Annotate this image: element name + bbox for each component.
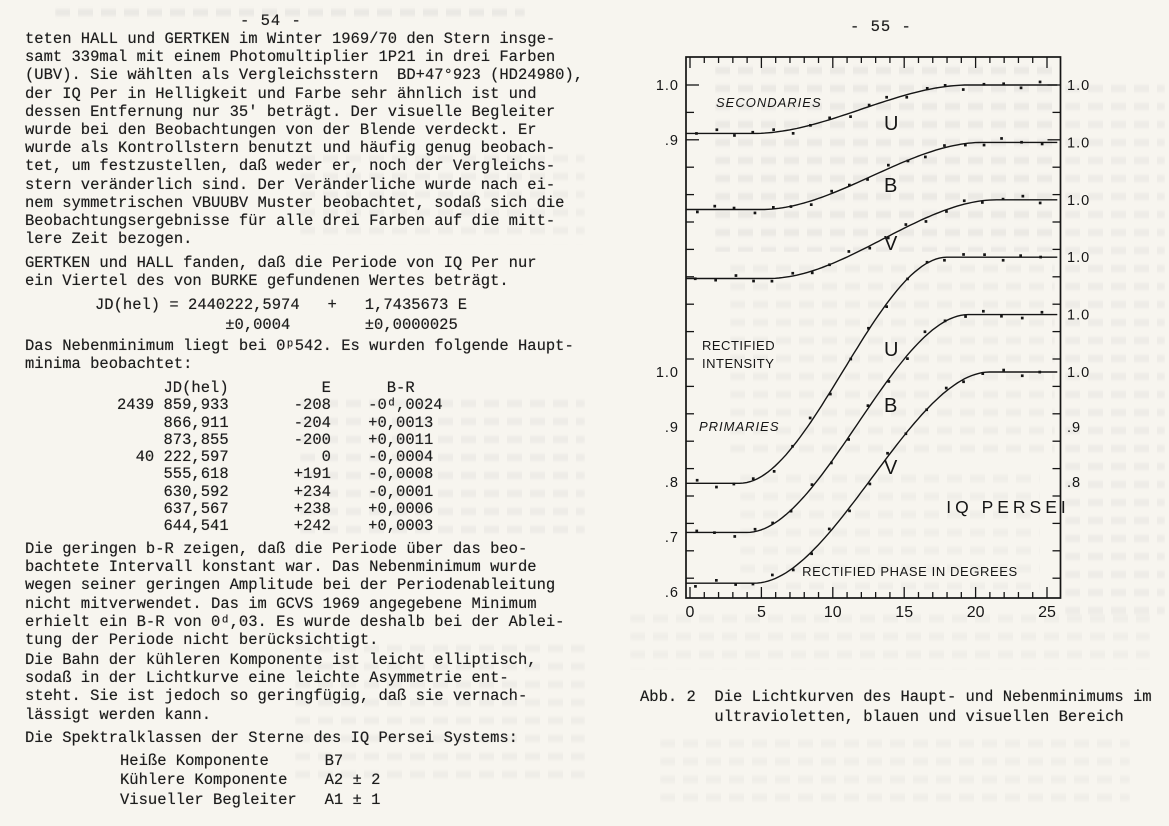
x-axis-tick-label: 15 (895, 604, 914, 621)
text-line: Das Nebenminimum liegt bei 0ᵖ542. Es wurden folgende Haupt- (25, 337, 574, 355)
data-point (790, 205, 793, 208)
data-point (926, 261, 929, 264)
axis-tick-label: .8 (664, 475, 679, 491)
data-point (964, 315, 967, 318)
data-point (754, 212, 757, 215)
axis-tick-label: 1.0 (1067, 250, 1091, 267)
text-line: minima beobachtet: (25, 355, 193, 374)
text-line: 555,618 +191 -0,0008 (117, 465, 434, 484)
data-point (809, 417, 812, 420)
text-line: JD(hel) E B-R (117, 379, 415, 397)
text-line: Beobachtungsergebnisse für alle drei Farben auf die mitt- (25, 212, 556, 231)
x-axis-tick-label: 25 (1038, 604, 1056, 621)
star-name-label: IQ PERSEI (946, 497, 1070, 517)
data-point (715, 486, 718, 489)
secondaries-label: SECONDARIES (716, 95, 822, 110)
axis-tick-label: 1.0 (1067, 135, 1091, 152)
data-point (1022, 195, 1025, 198)
yaxis-title-line2: INTENSITY (702, 356, 775, 371)
text-line: 873,855 -200 +0,0011 (117, 430, 434, 449)
data-point (810, 552, 813, 555)
data-point (714, 279, 717, 282)
text-line: nem symmetrischen VBUUBV Muster beobachtet, sodaß sich die (25, 193, 565, 212)
data-point (981, 372, 984, 375)
text-line: tet, um festzustellen, daß weder er, noch der Vergleichs- (25, 157, 556, 176)
data-point (771, 280, 774, 283)
x-axis-title: RECTIFIED PHASE IN DEGREES (802, 564, 1018, 579)
text-line: 866,911 -204 +0,0013 (117, 413, 434, 432)
data-point (752, 280, 755, 283)
axis-tick-label: 1.0 (1067, 78, 1091, 94)
data-point (1002, 82, 1005, 85)
data-point (867, 327, 870, 330)
data-point (1039, 202, 1042, 205)
data-point (828, 263, 831, 266)
data-point (696, 211, 699, 214)
data-point (1000, 315, 1003, 318)
text-line: ultravioletten, blauen und visuellen Bereich (640, 707, 1124, 726)
data-point (1039, 81, 1042, 84)
yaxis-title-line1: RECTIFIED (702, 338, 776, 353)
text-line: Heiße Komponente B7 (120, 752, 344, 770)
ephemeris-formula (95, 296, 467, 335)
text-line: ±0,0004 ±0,0000025 (95, 315, 458, 334)
data-point (885, 96, 888, 99)
paragraph-period-found (25, 254, 537, 290)
data-point (1002, 369, 1005, 372)
text-line: Die geringen b-R zeigen, daß die Periode über das beo- (25, 540, 528, 558)
axis-tick-label: 1.0 (1067, 192, 1091, 209)
data-point (1041, 143, 1044, 146)
text-line: erhielt ein B-R von 0ᵈ,03. Es wurde deshalb bei der Ablei- (25, 612, 565, 631)
band-label-B: B (884, 175, 898, 197)
text-line: GERTKEN und HALL fanden, daß die Periode von IQ Per nur (25, 254, 537, 272)
data-point (981, 201, 984, 204)
data-point (962, 380, 965, 383)
text-line: 637,567 +238 +0,0006 (117, 500, 434, 519)
data-point (713, 531, 716, 534)
text-line: lässigt werden kann. (25, 705, 212, 724)
data-point (983, 144, 986, 147)
data-point (888, 380, 891, 383)
data-point (983, 253, 986, 256)
data-point (848, 184, 851, 187)
data-point (734, 583, 737, 586)
data-point (1002, 198, 1005, 201)
data-point (848, 250, 851, 253)
data-point (905, 96, 908, 99)
data-point (1021, 317, 1024, 320)
text-line: 630,592 +234 -0,0001 (117, 482, 434, 501)
data-point (1000, 137, 1003, 140)
text-line: JD(hel) = 2440222,5974 + 1,7435673 E (95, 296, 468, 314)
data-point (868, 247, 871, 250)
axis-tick-label: .9 (1067, 420, 1082, 436)
page-54-number: - 54 - (240, 12, 302, 30)
x-axis-tick-label: 20 (966, 604, 985, 621)
text-line: sodaß in der Lichtkurve eine leichte Asymmetrie ent- (25, 669, 509, 688)
figure-caption (640, 688, 1152, 727)
data-point (811, 272, 814, 275)
axis-tick-label: .6 (664, 585, 679, 601)
data-point (849, 358, 852, 361)
data-point (792, 132, 795, 135)
data-point (964, 144, 967, 147)
data-point (754, 528, 757, 531)
data-point (828, 528, 831, 531)
data-point (887, 164, 890, 167)
data-point (943, 144, 946, 147)
data-point (962, 253, 965, 256)
axis-tick-label: 1.0 (1067, 365, 1091, 381)
text-line: nicht mitverwendet. Das im GCVS 1969 angegebene Minimum (25, 594, 537, 613)
data-point (906, 357, 909, 360)
text-line: tung der Periode nicht berücksichtigt. (25, 631, 379, 650)
axis-tick-label: 1.0 (655, 365, 679, 381)
data-point (925, 220, 928, 223)
paragraph-nebenminimum (25, 337, 574, 373)
data-point (943, 259, 946, 262)
data-point (1019, 254, 1022, 257)
text-line: der IQ Per in Helligkeit und Farbe sehr ähnlich ist und (25, 84, 537, 103)
data-point (982, 310, 985, 313)
band-label-B: B (884, 395, 898, 417)
text-line: ein Viertel des von BURKE gefundenen Wertes beträgt. (25, 272, 509, 291)
data-point (869, 483, 872, 486)
data-point (1039, 256, 1042, 259)
data-point (906, 278, 909, 281)
data-point (733, 134, 736, 137)
text-line: lere Zeit bezogen. (25, 230, 193, 249)
data-point (1020, 141, 1023, 144)
bleedthrough-texture (660, 735, 1130, 810)
text-line: (UBV). Sie wählten als Vergleichsstern BD+47°923 (HD24980), (25, 66, 584, 85)
data-point (752, 583, 755, 586)
data-point (868, 104, 871, 107)
data-point (751, 131, 754, 134)
paragraph-elliptic-orbit (25, 651, 537, 724)
data-point (733, 535, 736, 538)
data-point (1020, 87, 1023, 90)
data-point (907, 160, 910, 163)
axis-tick-label: .8 (1067, 475, 1082, 491)
data-point (885, 305, 888, 308)
data-point (905, 223, 908, 226)
data-point (830, 190, 833, 193)
data-point (694, 585, 697, 588)
data-point (752, 477, 755, 480)
x-axis-tick-label: 5 (756, 604, 766, 621)
data-point (944, 320, 947, 323)
data-point (715, 579, 718, 582)
data-point (830, 462, 833, 465)
data-point (772, 206, 775, 209)
paragraph-period-constant (25, 540, 565, 649)
data-point (847, 438, 850, 441)
data-point (735, 274, 738, 277)
data-point (926, 87, 929, 90)
text-line: 644,541 +242 +0,0003 (117, 517, 434, 536)
data-point (925, 408, 928, 411)
data-point (771, 522, 774, 525)
data-point (849, 115, 852, 118)
text-line: bachtete Intervall konstant war. Das Nebenminimum wurde (25, 558, 537, 577)
data-point (983, 83, 986, 86)
data-point (733, 207, 736, 210)
paragraph-observations (25, 30, 583, 248)
text-line: steht. Sie ist jedoch so geringfügig, daß sie vernach- (25, 687, 528, 706)
data-point (713, 205, 716, 208)
band-label-U: U (884, 339, 899, 361)
data-point (924, 156, 927, 159)
data-point (695, 132, 698, 135)
data-point (811, 483, 814, 486)
data-point (924, 330, 927, 333)
data-point (791, 272, 794, 275)
data-point (791, 445, 794, 448)
data-point (1002, 259, 1005, 262)
data-point (694, 277, 697, 280)
data-point (696, 479, 699, 482)
x-axis-tick-label: 10 (823, 604, 842, 621)
data-point (733, 483, 736, 486)
text-line: samt 339mal mit einem Photomultiplier 1P21 in drei Farben (25, 48, 556, 67)
axis-tick-label: .9 (664, 133, 679, 149)
axis-tick-label: 1.0 (655, 78, 679, 94)
paragraph-spectral-intro: Die Spektralklassen der Sterne des IQ Persei Systems: (25, 729, 518, 747)
data-point (716, 128, 719, 131)
data-point (1041, 311, 1044, 314)
text-line: wegen seiner geringen Amplitude bei der Periodenableitung (25, 576, 556, 595)
data-point (773, 470, 776, 473)
page-55-number: - 55 - (850, 18, 912, 36)
text-line: teten HALL und GERTKEN im Winter 1969/70 den Stern insge- (25, 30, 556, 48)
data-point (809, 124, 812, 127)
text-line: Kühlere Komponente A2 ± 2 (120, 771, 381, 790)
data-point (790, 510, 793, 513)
data-point (771, 574, 774, 577)
lightcurve-secondaries-V (686, 200, 1057, 279)
data-point (695, 530, 698, 533)
data-point (810, 203, 813, 206)
data-point (962, 88, 965, 91)
data-point (944, 84, 947, 87)
data-point (886, 452, 889, 455)
text-line: stern veränderlich sind. Der Veränderliche wurde nach ei- (25, 175, 556, 194)
band-label-U: U (884, 113, 899, 135)
x-axis-tick-label: 0 (685, 604, 695, 621)
text-line: wurde bei den Beobachtungen von der Blende verdeckt. Er (25, 121, 537, 140)
text-line: Visueller Begleiter A1 ± 1 (120, 790, 381, 809)
data-point (848, 510, 851, 513)
text-line: dessen Entfernung nur 35' beträgt. Der visuelle Begleiter (25, 102, 556, 121)
axis-tick-label: .7 (664, 530, 679, 546)
data-point (867, 404, 870, 407)
data-point (829, 393, 832, 396)
data-point (1021, 374, 1024, 377)
primaries-label: PRIMARIES (699, 419, 780, 434)
text-line: 2439 859,933 -208 -0ᵈ,0024 (117, 396, 443, 415)
data-point (905, 432, 908, 435)
band-label-V: V (884, 457, 898, 479)
data-point (963, 199, 966, 202)
data-point (792, 569, 795, 572)
text-line: 40 222,597 0 -0,0004 (117, 448, 434, 467)
data-point (828, 117, 831, 120)
band-label-V: V (884, 233, 898, 255)
spectral-class-list (120, 752, 380, 810)
axis-tick-label: .9 (664, 420, 679, 436)
text-line: Abb. 2 Die Lichtkurven des Haupt- und Nebenminimums im (640, 688, 1152, 706)
text-line: wurde als Kontrollstern benutzt und häufig genug beobach- (25, 139, 556, 158)
lightcurve-chart (600, 40, 1169, 635)
data-point (866, 178, 869, 181)
data-point (772, 128, 775, 131)
axis-tick-label: 1.0 (1067, 307, 1091, 324)
minima-table (117, 380, 443, 536)
data-point (945, 387, 948, 390)
data-point (945, 210, 948, 213)
text-line: Die Bahn der kühleren Komponente ist leicht elliptisch, (25, 651, 537, 669)
data-point (1038, 371, 1041, 374)
